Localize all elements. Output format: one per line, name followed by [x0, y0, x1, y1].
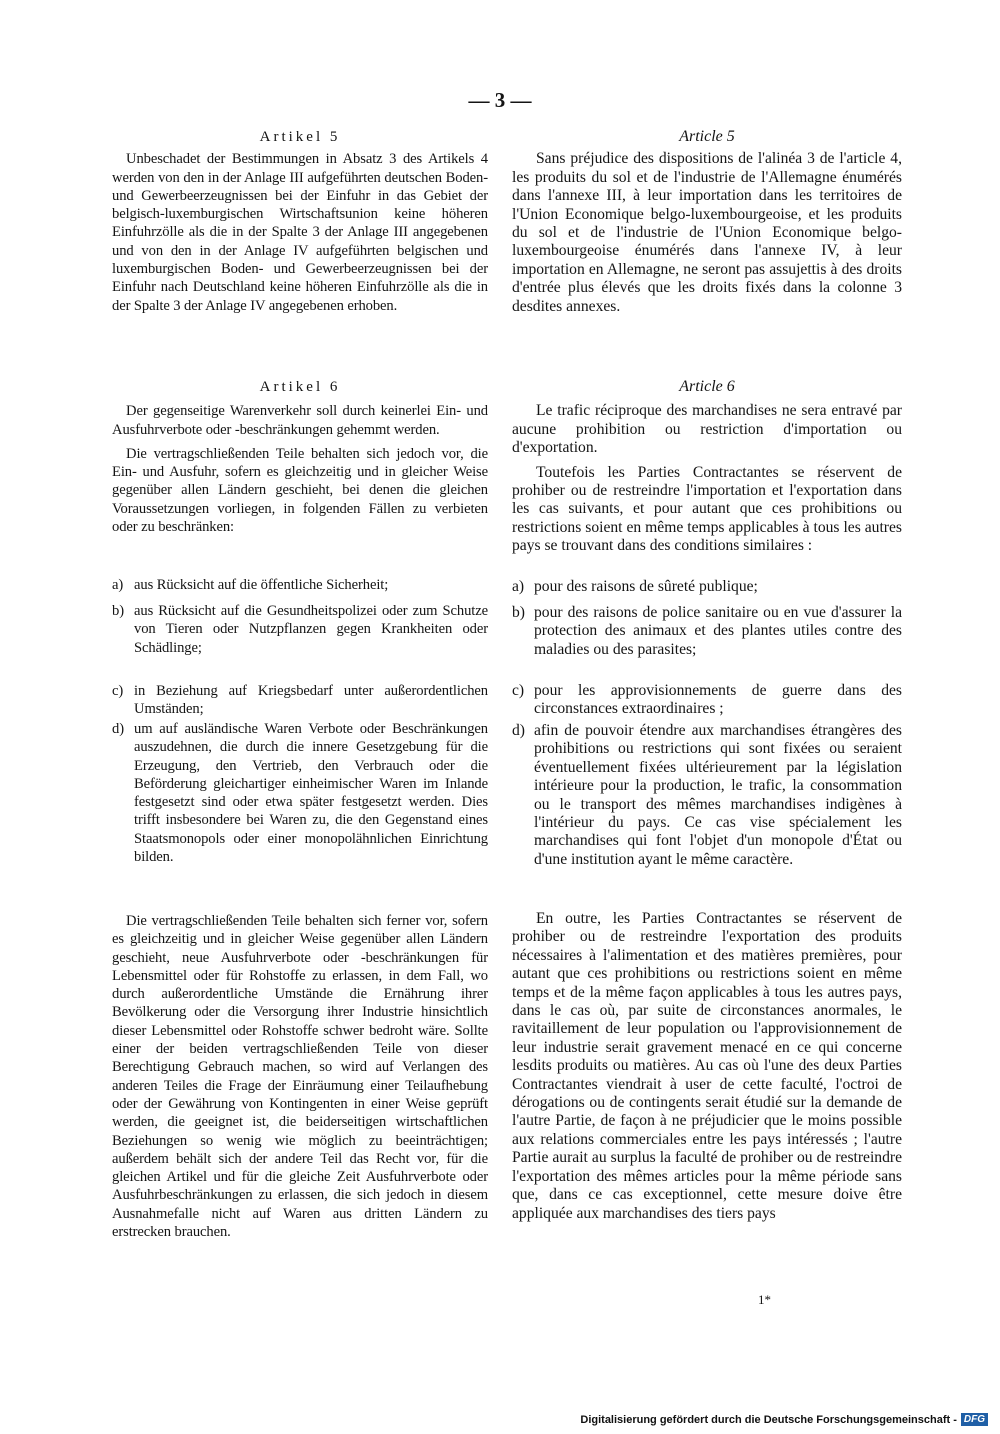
dfg-logo-icon: DFG [961, 1413, 988, 1426]
list-text: pour les approvisionnements de guerre dans des circonstances extraordinaires ; [534, 682, 902, 718]
german-article-5 [112, 128, 488, 315]
french-article-5-text: Sans préjudice des dispositions de l'alinéa 3 de l'article 4, les produits du sol et de l'industrie de l'Allemagne énumérés dans l'annexe III, à leur importation dans les territoires de l'Union Economique belgo-luxembourgeoise, et les produits du sol et de l'industrie de l'Union Economique belgo-luxembourgeoise énumérés dans l'annexe IV, à leur importation en Allemagne, ne seront pas assujettis à des droits d'entrée plus élevés que les droits fixés dans la colonne 3 desdites annexes. [512, 150, 902, 315]
french-article-6-p3: En outre, les Parties Contractantes se réservent de prohiber ou de restreindre l'exportation des produits nécessaires à l'alimentation et des matières premières, pour autant que ces prohibitions ou restrictions soient en même temps et de la même façon applicables à tous les autres pays, dans le cas où, par suite de circonstances anormales, le ravitaillement de leur population ou l'approvisionnement de leur industrie serait gravement menacé en ce qui concerne lesdits produits ou matières. Au cas où l'une des deux Parties Contractantes viendrait à user de cette faculté, l'octroi de dérogations ou de contingents serait étudié sur la demande de l'autre Partie, de façon à ne préjudicier que le moins possible aux relations commerciales entre les pays intéressés ; l'autre Partie aurait au surplus la faculté de prohiber ou de restreindre l'exportation des mêmes articles pour la même période sans que, dans ce cas exceptionnel, cette mesure doive être appliquée aux marchandises des tiers pays [512, 910, 902, 1222]
list-text: aus Rücksicht auf die Gesundheitspolizei oder zum Schutze von Tieren oder Nutzpflanzen gegen Krankheiten oder Schädlinge; [134, 603, 488, 656]
german-article-6-p3: Die vertragschließenden Teile behalten sich ferner vor, sofern es gleichzeitig und in gleicher Weise gegenüber allen Ländern geschieht, neue Ausfuhrverbote oder -beschränkungen für Lebensmittel oder für Rohstoffe zu erlassen, in dem Fall, wo durch außerordentliche Umstände die Ernährung ihrer Bevölkerung oder die Versorgung ihrer Industrie hinsichtlich dieser Lebensmittel oder Rohstoffe schwer bedroht wäre. Sollte einer der beiden vertragschließenden Teile von dieser Berechtigung Gebrauch machen, so wird auf Verlangen des anderen Teiles die Frage der Einräumung einer Teilaufhebung oder der Gewährung von Kontingenten in einer Weise geprüft werden, die geeignet ist, die beiderseitigen wirtschaftlichen Beziehungen so wenig wie möglich zu beeinträchtigen; außerdem behält sich der andere Teil das Recht vor, für die gleichen Artikel und für die gleiche Zeit Ausfuhrverbote oder Ausfuhrbeschränkungen zu erlassen, die sich jedoch in diesem Ausnahmefalle nicht auf Waren aus dritten Ländern zu erstrecken brauchen. [112, 913, 488, 1241]
german-article-6-p3-block [112, 912, 488, 1241]
list-label: c) [112, 683, 124, 699]
german-list-item-a [112, 576, 488, 594]
list-label: a) [512, 578, 525, 595]
list-text: aus Rücksicht auf die öffentliche Sicherheit; [134, 577, 389, 593]
french-article-6 [512, 378, 902, 556]
french-article-5 [512, 128, 902, 316]
german-article-6-heading: Artikel 6 [259, 379, 341, 395]
french-article-6-p3-block [512, 910, 902, 1223]
french-list-item-b [512, 604, 902, 659]
german-article-6-p2: Die vertragschließenden Teile behalten sich jedoch vor, die Ein- und Ausfuhr, sofern es gleichzeitig und in gleicher Weise gegenüber allen Ländern geschieht, bei denen die gleichen Voraussetzungen vorliegen, in folgenden Fällen zu verbieten oder zu beschränken: [112, 445, 488, 536]
french-list-item-d [512, 722, 902, 869]
page-number: — 3 — [468, 88, 532, 112]
list-text: um auf ausländische Waren Verbote oder Beschränkungen auszudehnen, die durch die innere Gesetzgebung für die Erzeugung, den Vertrieb, den Verbrauch oder die Beförderung gleichartiger einheimischer Waren im Inlande festgesetzt sind oder etwa später festgesetzt werden. Dies trifft insbesondere bei Waren zu, die den Gegenstand eines Staatsmonopols oder einer monopolähnlichen Einrichtung bilden. [134, 721, 488, 866]
list-text: pour des raisons de sûreté publique; [534, 578, 758, 595]
french-article-6-p2: Toutefois les Parties Contractantes se réservent de prohiber ou de restreindre l'importation et l'exportation dans les cas suivants, et pour autant que ces prohibitions ou restrictions soient en même temps applicables à tous les autres pays se trouvant dans des conditions similaires : [512, 463, 902, 555]
french-article-6-p1: Le trafic réciproque des marchandises ne sera entravé par aucune prohibition ou restriction d'importation ou d'exportation. [512, 402, 902, 457]
list-text: in Beziehung auf Kriegsbedarf unter außerordentlichen Umständen; [134, 683, 488, 718]
footer-text: Digitalisierung gefördert durch die Deutsche Forschungsgemeinschaft - [580, 1413, 957, 1426]
french-article-5-heading: Article 5 [679, 128, 735, 145]
list-text: afin de pouvoir étendre aux marchandises étrangères des prohibitions ou restrictions qui sont fixées ou seraient éventuellement fixées ultérieurement par la législation intérieure pour la production, le trafic, la consommation ou le transport des mêmes marchandises indigènes à l'intérieur du pays. Ce cas vise spécialement les marchandises qui font l'objet d'un monopole d'État ou d'une institution ayant le même caractère. [534, 722, 902, 868]
german-article-6-p1: Der gegenseitige Warenverkehr soll durch keinerlei Ein- und Ausfuhrverbote oder -beschränkungen gehemmt werden. [112, 403, 488, 438]
sheet-signature-mark: 1* [758, 1292, 771, 1307]
german-article-6 [112, 378, 488, 536]
german-article-5-text: Unbeschadet der Bestimmungen in Absatz 3 des Artikels 4 werden von den in der Anlage III aufgeführten deutschen Boden- und Gewerbeerzeugnissen bei der Einfuhr in das Gebiet der belgisch-luxemburgischen Wirtschaftsunion keine höheren Einfuhrzölle als die in der Spalte 3 der Anlage III angegebenen und von den in der Anlage IV aufgeführten belgischen und luxemburgischen Boden- und Gewerbeerzeugnissen bei der Einfuhr nach Deutschland keine höheren Einfuhrzölle als die in der Spalte 3 der Anlage IV angegebenen erhoben. [112, 151, 488, 314]
list-label: b) [112, 603, 124, 619]
footer-credit [580, 1413, 988, 1426]
german-article-5-heading: Artikel 5 [259, 129, 341, 145]
french-list-item-c [512, 682, 902, 719]
german-list-item-c [112, 682, 488, 719]
list-label: c) [512, 682, 525, 699]
french-article-6-heading: Article 6 [679, 378, 735, 395]
german-list-item-d [112, 720, 488, 866]
list-text: pour des raisons de police sanitaire ou en vue d'assurer la protection des animaux et des plantes utiles contre des maladies ou des parasites; [534, 604, 902, 658]
german-list-item-b [112, 602, 488, 657]
list-label: a) [112, 577, 124, 593]
list-label: d) [112, 721, 124, 737]
list-label: d) [512, 722, 525, 739]
list-label: b) [512, 604, 525, 621]
french-list-item-a [512, 578, 902, 596]
